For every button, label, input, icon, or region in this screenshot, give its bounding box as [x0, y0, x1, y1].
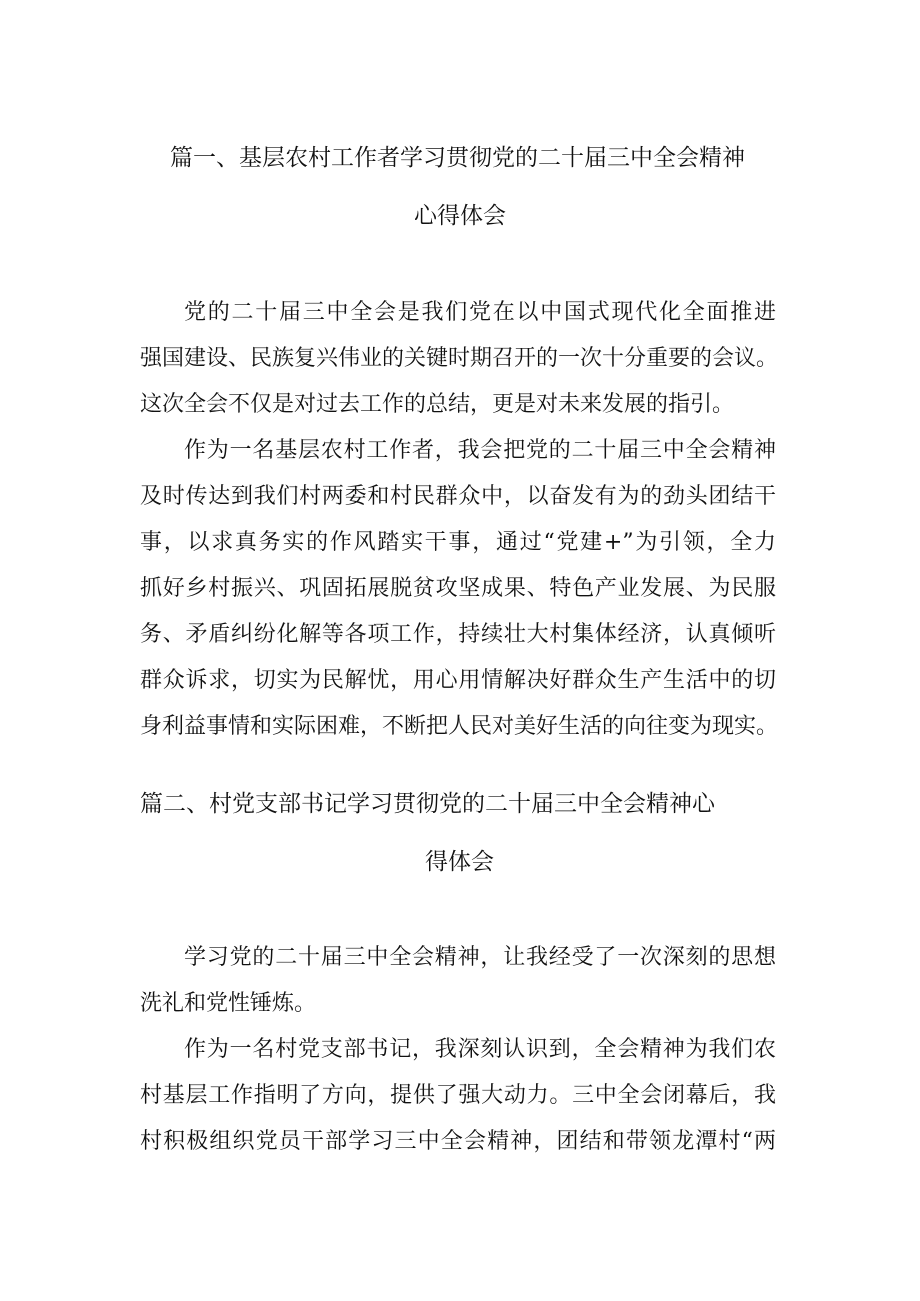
s2-p1-line1: 学习党的二十届三中全会精神，让我经受了一次深刻的思想	[184, 945, 776, 970]
s1-p1-line1: 党的二十届三中全会是我们党在以中国式现代化全面推进	[184, 300, 776, 325]
s1-p2-line4: 抓好乡村振兴、巩固拓展脱贫攻坚成果、特色产业发展、为民服	[140, 576, 776, 601]
section2-title-line2: 得体会	[425, 849, 494, 875]
section1-title-line1: 篇一、基层农村工作者学习贯彻党的二十届三中全会精神	[170, 145, 745, 171]
s1-p1-line2: 强国建设、民族复兴伟业的关键时期召开的一次十分重要的会议。	[140, 346, 779, 371]
s2-p2-line2: 村基层工作指明了方向，提供了强大动力。三中全会闭幕后，我	[140, 1083, 776, 1108]
s2-p1-line2: 洗礼和党性锤炼。	[140, 991, 317, 1016]
s1-p2-line3: 事，以求真务实的作风踏实干事，通过“党建+”为引领，全力	[140, 530, 776, 555]
s2-p2-line3: 村积极组织党员干部学习三中全会精神，团结和带领龙潭村“两	[140, 1129, 776, 1154]
section1-title-line2: 心得体会	[414, 203, 506, 229]
section2-title-line1: 篇二、村党支部书记学习贯彻党的二十届三中全会精神心	[140, 791, 715, 817]
s1-p1-line3: 这次全会不仅是对过去工作的总结，更是对未来发展的指引。	[140, 392, 735, 417]
s1-p2-line2: 及时传达到我们村两委和村民群众中，以奋发有为的劲头团结干	[140, 484, 776, 509]
s1-p2-line5: 务、矛盾纠纷化解等各项工作，持续壮大村集体经济，认真倾听	[140, 622, 776, 647]
s1-p2-line7: 身利益事情和实际困难，不断把人民对美好生活的向往变为现实。	[140, 714, 779, 739]
s1-p2-line6: 群众诉求，切实为民解忧，用心用情解决好群众生产生活中的切	[140, 668, 776, 693]
s1-p2-line1: 作为一名基层农村工作者，我会把党的二十届三中全会精神	[184, 438, 776, 463]
s2-p2-line1: 作为一名村党支部书记，我深刻认识到，全会精神为我们农	[184, 1037, 776, 1062]
